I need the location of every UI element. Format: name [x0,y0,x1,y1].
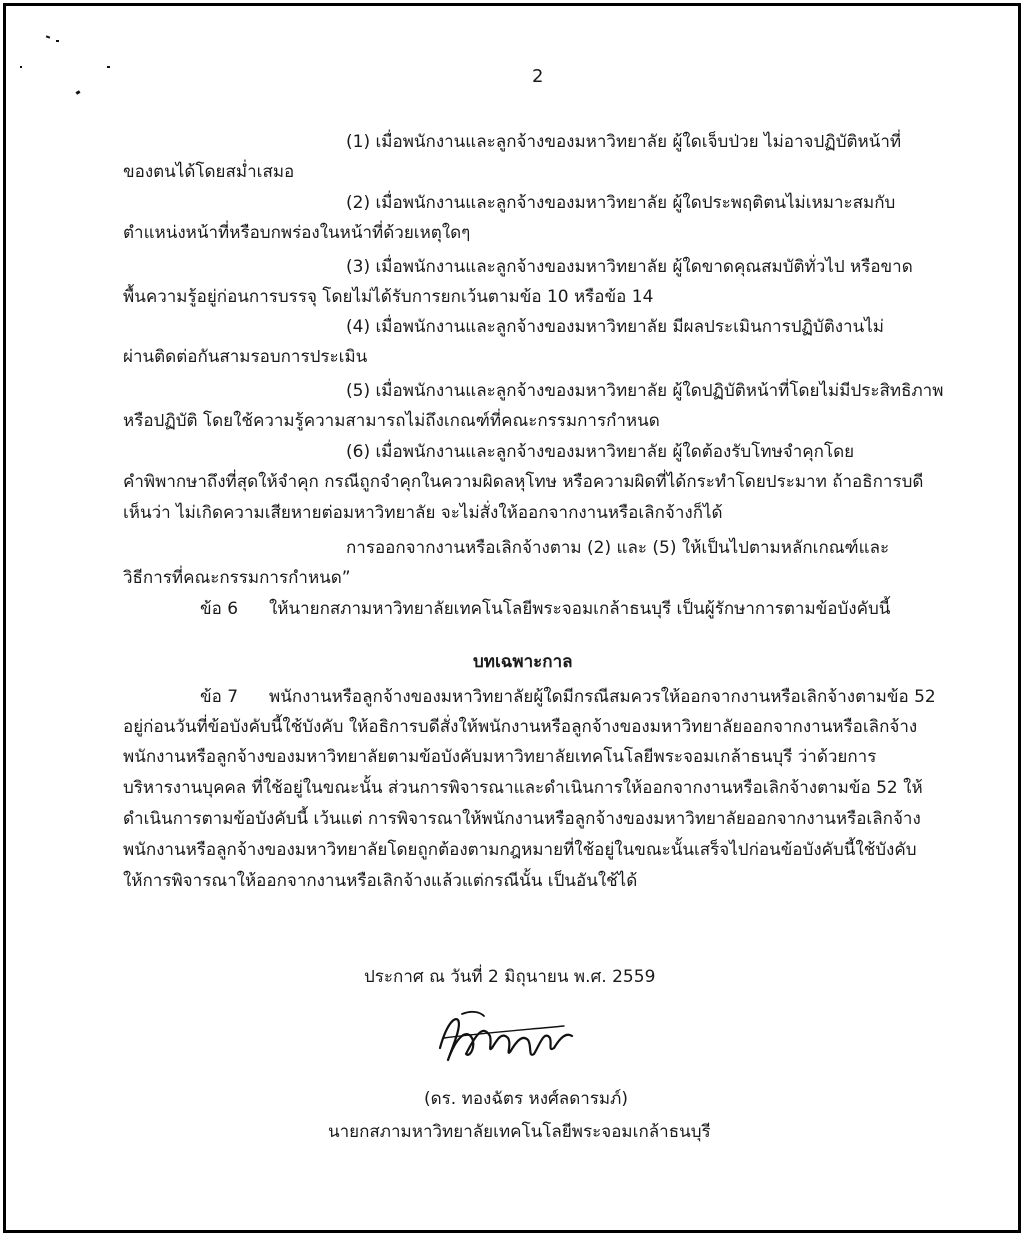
clause-7-number: ข้อ 7 [200,687,239,707]
clause-7-line: พนักงานหรือลูกจ้างของมหาวิทยาลัยตามข้อบังคับมหาวิทยาลัยเทคโนโลยีพระจอมเกล้าธนบุรี ว่าด้วยการ [123,747,877,767]
item-4-first-line: (4) เมื่อพนักงานและลูกจ้างของมหาวิทยาลัย มีผลประเมินการปฏิบัติงานไม่ [346,317,884,337]
announcement-date: ประกาศ ณ วันที่ 2 มิถุนายน พ.ศ. 2559 [364,967,656,987]
item-5-first-line: (5) เมื่อพนักงานและลูกจ้างของมหาวิทยาลัย ผู้ใดปฏิบัติหน้าที่โดยไม่มีประสิทธิภาพ [346,381,944,401]
clause-7-first-line: พนักงานหรือลูกจ้างของมหาวิทยาลัยผู้ใดมีกรณีสมควรให้ออกจากงานหรือเลิกจ้างตามข้อ 52 [269,687,936,707]
clause-7-line: อยู่ก่อนวันที่ข้อบังคับนี้ใช้บังคับ ให้อธิการบดีสั่งให้พนักงานหรือลูกจ้างของมหาวิทยาลัยออกจากงานหรือเลิกจ้าง [123,717,918,737]
item-1-first-line: (1) เมื่อพนักงานและลูกจ้างของมหาวิทยาลัย ผู้ใดเจ็บป่วย ไม่อาจปฏิบัติหน้าที่ [346,132,902,152]
item-6-first-line: (6) เมื่อพนักงานและลูกจ้างของมหาวิทยาลัย ผู้ใดต้องรับโทษจำคุกโดย [346,442,855,462]
scan-speck [56,40,59,42]
signatory-title: นายกสภามหาวิทยาลัยเทคโนโลยีพระจอมเกล้าธนบุรี [328,1122,711,1142]
clause-7-line: พนักงานหรือลูกจ้างของมหาวิทยาลัยโดยถูกต้องตามกฎหมายที่ใช้อยู่ในขณะนั้นเสร็จไปก่อนข้อบังคับนี้ใช้บังคับ [123,840,917,860]
scan-speck [76,90,81,95]
closing-paragraph-continuation: วิธีการที่คณะกรรมการกำหนด” [123,568,351,588]
item-5-continuation: หรือปฏิบัติ โดยใช้ความรู้ความสามารถไม่ถึงเกณฑ์ที่คณะกรรมการกำหนด [123,411,660,431]
clause-6-number: ข้อ 6 [200,599,239,619]
item-4-continuation: ผ่านติดต่อกันสามรอบการประเมิน [123,347,368,367]
item-3-first-line: (3) เมื่อพนักงานและลูกจ้างของมหาวิทยาลัย ผู้ใดขาดคุณสมบัติทั่วไป หรือขาด [346,257,913,277]
scan-speck [46,35,50,38]
scan-speck [107,66,110,68]
signatory-name: (ดร. ทองฉัตร หงศ์ลดารมภ์) [424,1089,628,1109]
item-2-continuation: ตำแหน่งหน้าที่หรือบกพร่องในหน้าที่ด้วยเหตุใดๆ [123,223,471,243]
item-1-continuation: ของตนได้โดยสม่ำเสมอ [123,162,295,182]
clause-6-text: ให้นายกสภามหาวิทยาลัยเทคโนโลยีพระจอมเกล้าธนบุรี เป็นผู้รักษาการตามข้อบังคับนี้ [269,599,891,619]
item-2-first-line: (2) เมื่อพนักงานและลูกจ้างของมหาวิทยาลัย ผู้ใดประพฤติตนไม่เหมาะสมกับ [346,193,896,213]
handwritten-signature [432,1008,582,1072]
item-3-continuation: พื้นความรู้อยู่ก่อนการบรรจุ โดยไม่ได้รับการยกเว้นตามข้อ 10 หรือข้อ 14 [123,287,654,307]
item-6-continuation-2: เห็นว่า ไม่เกิดความเสียหายต่อมหาวิทยาลัย จะไม่สั่งให้ออกจากงานหรือเลิกจ้างก็ได้ [123,503,723,523]
clause-7-line: บริหารงานบุคคล ที่ใช้อยู่ในขณะนั้น ส่วนการพิจารณาและดำเนินการให้ออกจากงานหรือเลิกจ้างตามข้อ 52 ให้ [123,778,923,798]
closing-paragraph-first-line: การออกจากงานหรือเลิกจ้างตาม (2) และ (5) ให้เป็นไปตามหลักเกณฑ์และ [346,538,890,558]
page-number: 2 [532,66,544,87]
clause-7-line: ดำเนินการตามข้อบังคับนี้ เว้นแต่ การพิจารณาให้พนักงานหรือลูกจ้างของมหาวิทยาลัยออกจากงานหรือเลิกจ้าง [123,809,921,829]
clause-7-line: ให้การพิจารณาให้ออกจากงานหรือเลิกจ้างแล้วแต่กรณีนั้น เป็นอันใช้ได้ [123,871,638,891]
item-6-continuation: คำพิพากษาถึงที่สุดให้จำคุก กรณีถูกจำคุกในความผิดลหุโทษ หรือความผิดที่ได้กระทำโดยประมาท ถ้าอธิการบดี [123,472,924,492]
transitional-provisions-heading: บทเฉพาะกาล [473,652,573,672]
scan-speck [20,66,22,68]
